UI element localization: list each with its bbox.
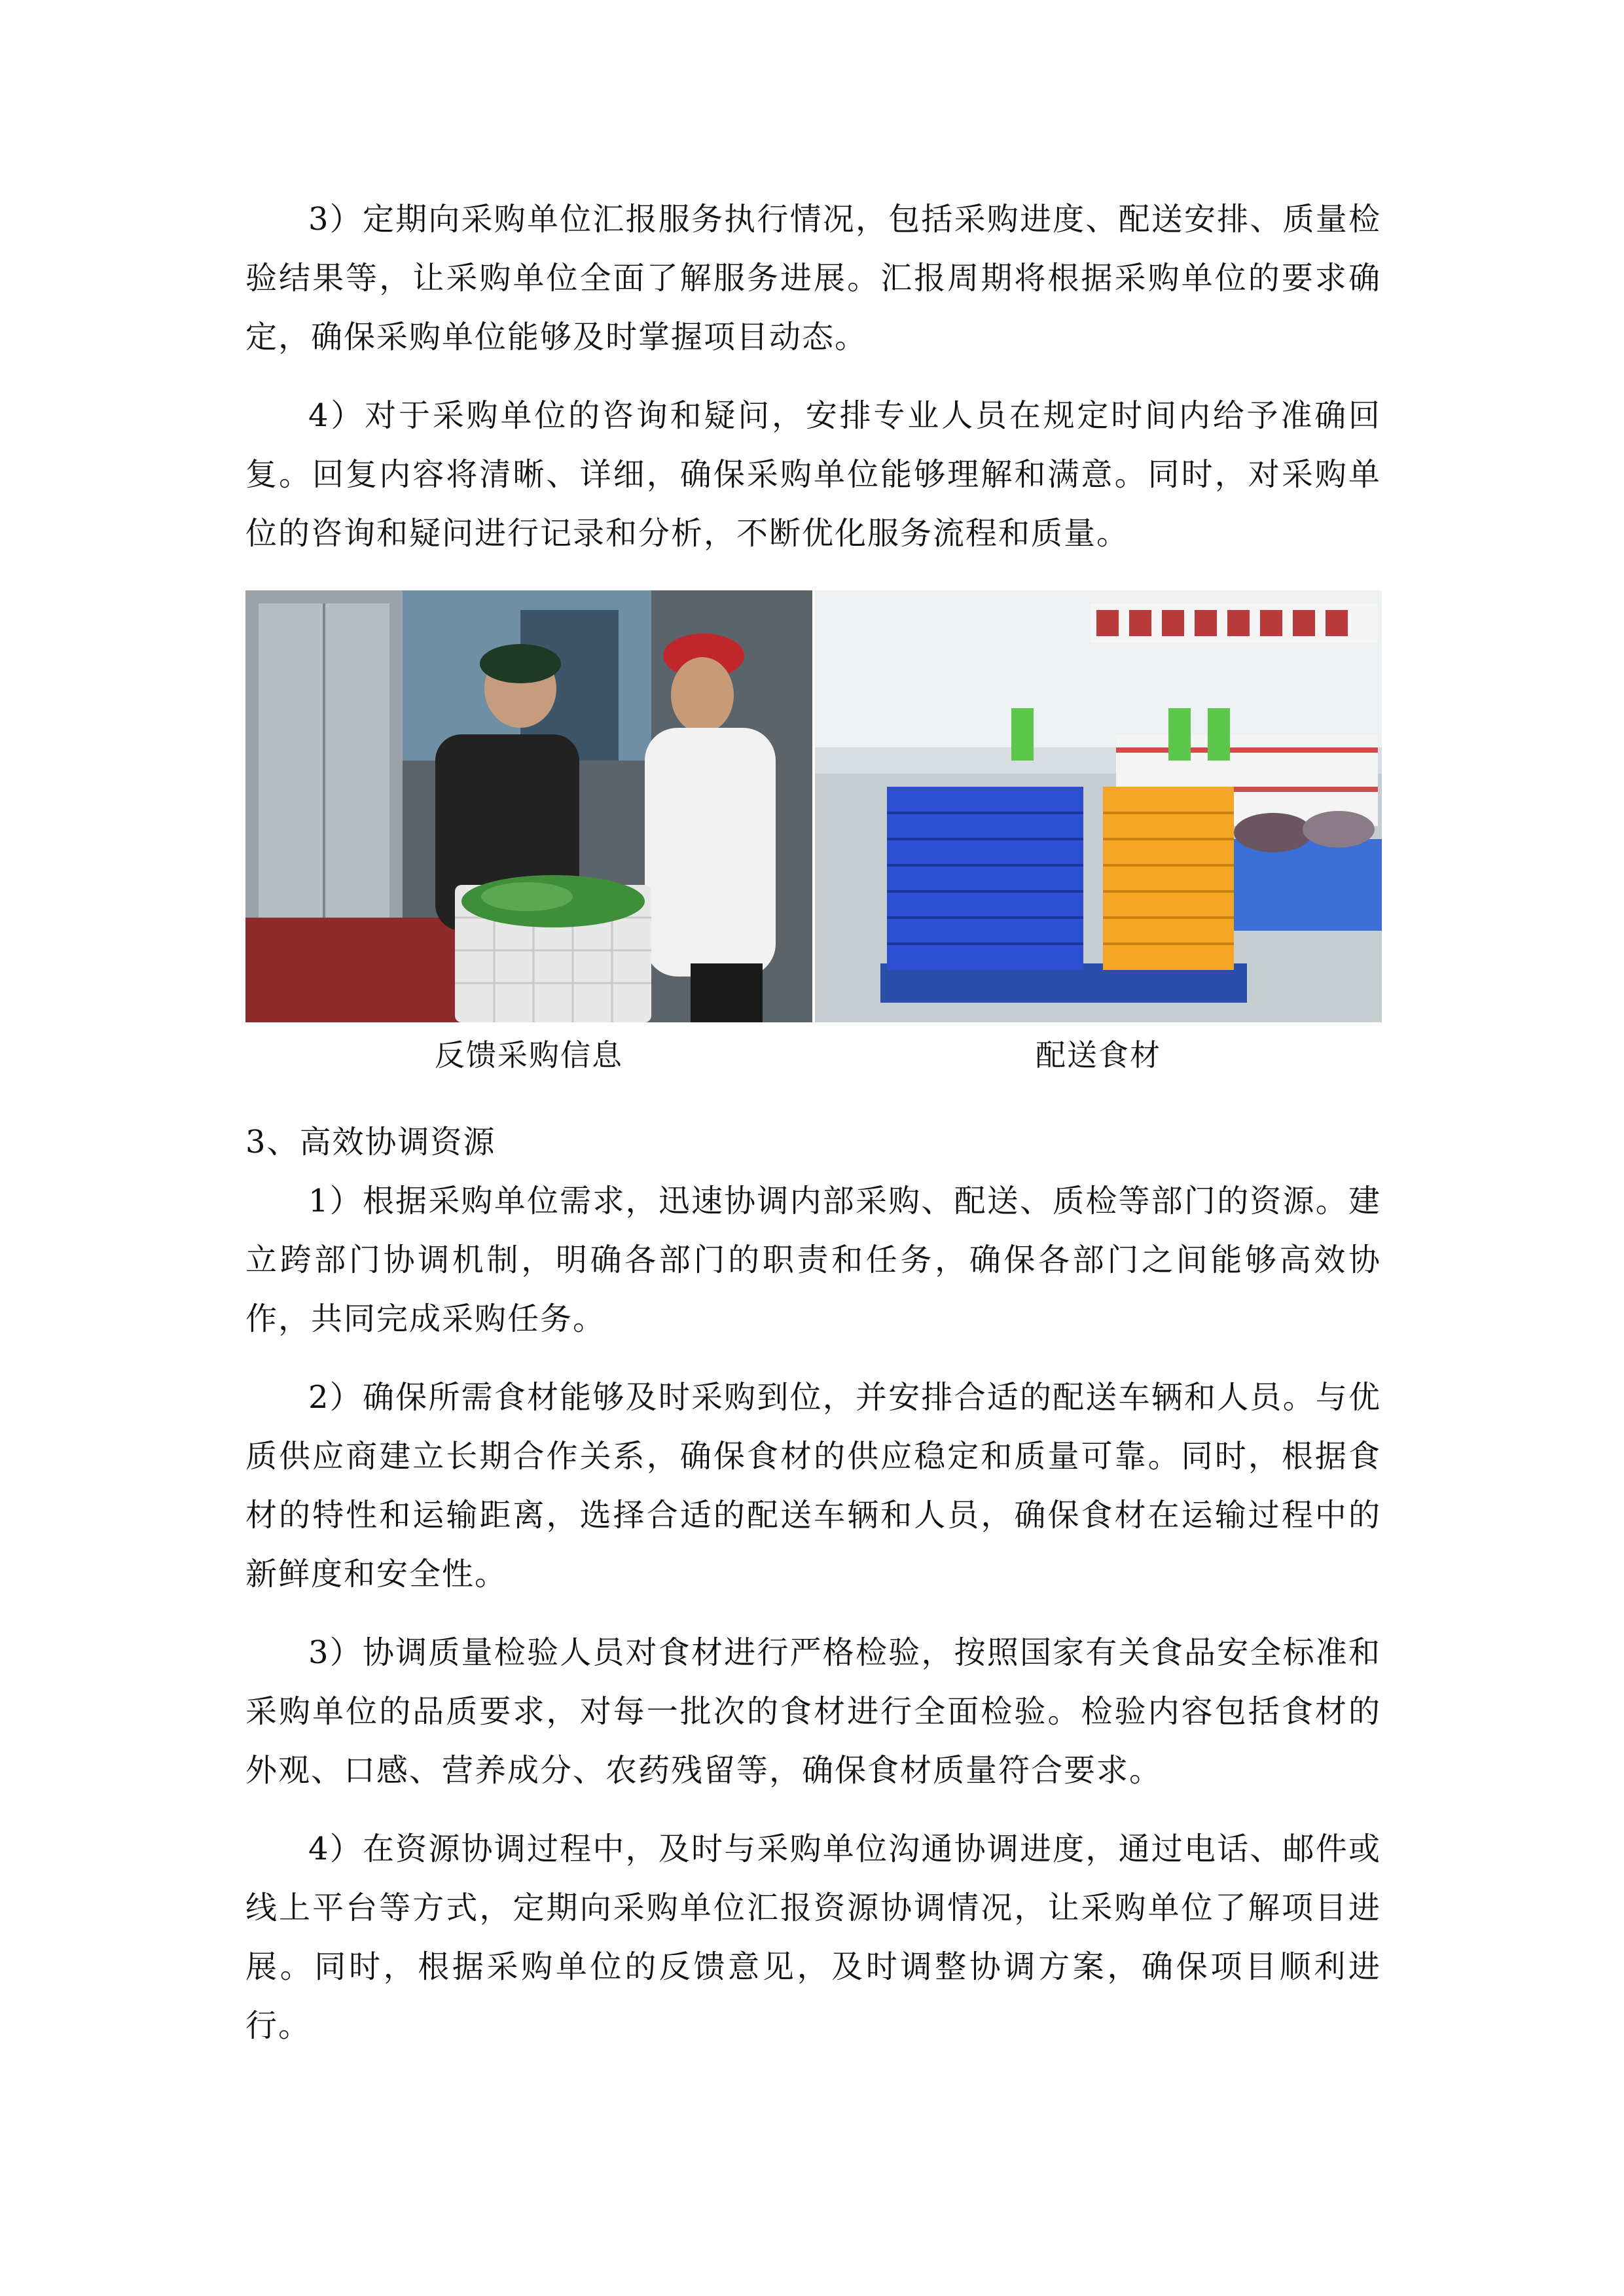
caption-feedback-procurement: 反馈采购信息 bbox=[435, 1037, 623, 1073]
paragraph-quality-inspection: 3）协调质量检验人员对食材进行严格检验，按照国家有关食品安全标准和采购单位的品质要求，对每一批次的食材进行全面检验。检验内容包括食材的外观、口感、营养成分、农药残留等，确保食材质量符合要求。 bbox=[245, 1634, 1381, 1789]
paragraph-report-progress: 3）定期向采购单位汇报服务执行情况，包括采购进度、配送安排、质量检验结果等，让采购单位全面了解服务进展。汇报周期将根据采购单位的要求确定，确保采购单位能够及时掌握项目动态。 bbox=[245, 201, 1381, 355]
paragraph-communication-progress: 4）在资源协调过程中，及时与采购单位沟通协调进度，通过电话、邮件或线上平台等方式，定期向采购单位汇报资源协调情况，让采购单位了解项目进展。同时，根据采购单位的反馈意见，及时调整协调方案，确保项目顺利进行。 bbox=[245, 1831, 1381, 2044]
photo-feedback-procurement bbox=[245, 590, 812, 1022]
photo-deliver-ingredients bbox=[815, 590, 1382, 1022]
paragraph-coordinate-departments: 1）根据采购单位需求，迅速协调内部采购、配送、质检等部门的资源。建立跨部门协调机制，明确各部门的职责和任务，确保各部门之间能够高效协作，共同完成采购任务。 bbox=[245, 1183, 1381, 1337]
paragraph-consultation-reply: 4）对于采购单位的咨询和疑问，安排专业人员在规定时间内给予准确回复。回复内容将清晰、详细，确保采购单位能够理解和满意。同时，对采购单位的咨询和疑问进行记录和分析，不断优化服务流程和质量。 bbox=[245, 397, 1381, 552]
paragraph-timely-procurement: 2）确保所需食材能够及时采购到位，并安排合适的配送车辆和人员。与优质供应商建立长期合作关系，确保食材的供应稳定和质量可靠。同时，根据食材的特性和运输距离，选择合适的配送车辆和人员，确保食材在运输过程中的新鲜度和安全性。 bbox=[245, 1379, 1381, 1592]
caption-deliver-ingredients: 配送食材 bbox=[1036, 1037, 1161, 1073]
section-heading-coordinate-resources: 3、高效协调资源 bbox=[245, 1124, 496, 1160]
